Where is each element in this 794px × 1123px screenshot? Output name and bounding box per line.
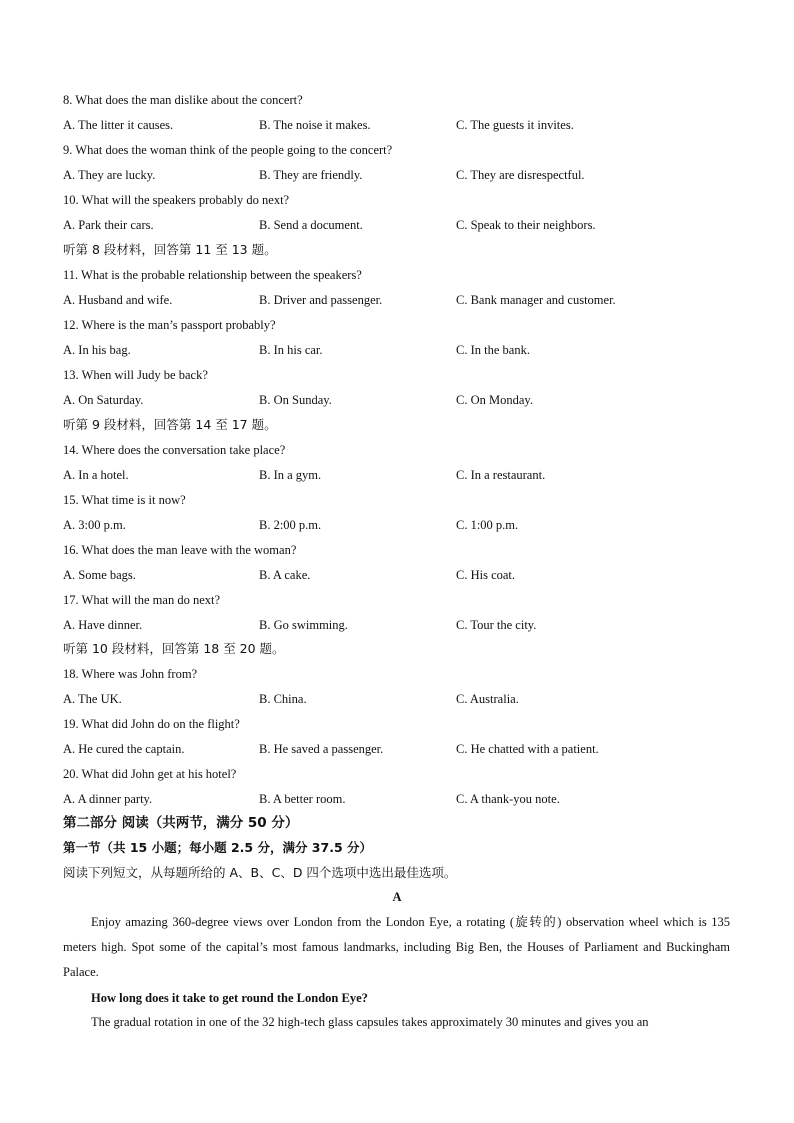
question-17: 17. What will the man do next?: [63, 593, 221, 607]
q16-option-b: B. A cake.: [259, 568, 311, 582]
q18-option-c: C. Australia.: [456, 692, 519, 706]
q11-option-b: B. Driver and passenger.: [259, 293, 383, 307]
section-8-instruction: 听第 8 段材料，回答第 11 至 13 题。: [63, 242, 277, 257]
q11-option-c: C. Bank manager and customer.: [456, 293, 616, 307]
q14-option-a: A. In a hotel.: [63, 468, 129, 482]
section-10-instruction: 听第 10 段材料，回答第 18 至 20 题。: [63, 641, 285, 656]
passage-subheading: How long does it take to get round the London Eye?: [91, 991, 368, 1005]
q12-option-a: A. In his bag.: [63, 343, 131, 357]
question-18: 18. Where was John from?: [63, 667, 198, 681]
q17-option-b: B. Go swimming.: [259, 618, 348, 632]
q13-option-b: B. On Sunday.: [259, 393, 332, 407]
question-16: 16. What does the man leave with the woman?: [63, 543, 297, 557]
passage-paragraph-2: The gradual rotation in one of the 32 high-tech glass capsules takes approximately 30 minutes and gives you an: [91, 1015, 649, 1029]
q17-option-a: A. Have dinner.: [63, 618, 143, 632]
q14-option-c: C. In a restaurant.: [456, 468, 546, 482]
q10-option-a: A. Park their cars.: [63, 218, 154, 232]
q20-option-c: C. A thank-you note.: [456, 792, 560, 806]
reading-part-title: 第二部分 阅读（共两节，满分 50 分）: [63, 815, 299, 831]
q20-option-b: B. A better room.: [259, 792, 346, 806]
question-19: 19. What did John do on the flight?: [63, 717, 240, 731]
question-12: 12. Where is the man’s passport probably?: [63, 318, 276, 332]
q13-option-c: C. On Monday.: [456, 393, 533, 407]
q9-option-c: C. They are disrespectful.: [456, 168, 585, 182]
passage-label: A: [392, 890, 402, 904]
q14-option-b: B. In a gym.: [259, 468, 322, 482]
passage-paragraph-1: Enjoy amazing 360-degree views over London from the London Eye, a rotating (旋转的) observation wheel which is 135 meters high. Spot some of the capital’s most famous landmarks, including Big Ben, the Houses of Parliament and Buckingham Palace.: [63, 915, 730, 979]
q10-option-b: B. Send a document.: [259, 218, 363, 232]
q13-option-a: A. On Saturday.: [63, 393, 144, 407]
q15-option-c: C. 1:00 p.m.: [456, 518, 519, 532]
reading-instruction: 阅读下列短文，从每题所给的 A、B、C、D 四个选项中选出最佳选项。: [63, 865, 457, 880]
q8-option-c: C. The guests it invites.: [456, 118, 574, 132]
q9-option-b: B. They are friendly.: [259, 168, 363, 182]
question-9: 9. What does the woman think of the people going to the concert?: [63, 143, 393, 157]
question-14: 14. Where does the conversation take place?: [63, 443, 286, 457]
reading-section-title: 第一节（共 15 小题；每小题 2.5 分，满分 37.5 分）: [63, 840, 372, 855]
q18-option-a: A. The UK.: [63, 692, 122, 706]
q11-option-a: A. Husband and wife.: [63, 293, 173, 307]
q9-option-a: A. They are lucky.: [63, 168, 156, 182]
q12-option-b: B. In his car.: [259, 343, 323, 357]
question-13: 13. When will Judy be back?: [63, 368, 208, 382]
q19-option-a: A. He cured the captain.: [63, 742, 185, 756]
q15-option-b: B. 2:00 p.m.: [259, 518, 322, 532]
q12-option-c: C. In the bank.: [456, 343, 530, 357]
q18-option-b: B. China.: [259, 692, 307, 706]
q19-option-b: B. He saved a passenger.: [259, 742, 384, 756]
section-9-instruction: 听第 9 段材料，回答第 14 至 17 题。: [63, 417, 277, 432]
q20-option-a: A. A dinner party.: [63, 792, 153, 806]
question-20: 20. What did John get at his hotel?: [63, 767, 237, 781]
question-10: 10. What will the speakers probably do next?: [63, 193, 290, 207]
q16-option-a: A. Some bags.: [63, 568, 136, 582]
q8-option-b: B. The noise it makes.: [259, 118, 371, 132]
q10-option-c: C. Speak to their neighbors.: [456, 218, 596, 232]
question-8: 8. What does the man dislike about the concert?: [63, 93, 303, 107]
question-11: 11. What is the probable relationship between the speakers?: [63, 268, 362, 282]
q19-option-c: C. He chatted with a patient.: [456, 742, 599, 756]
q17-option-c: C. Tour the city.: [456, 618, 537, 632]
q8-option-a: A. The litter it causes.: [63, 118, 174, 132]
q16-option-c: C. His coat.: [456, 568, 516, 582]
q15-option-a: A. 3:00 p.m.: [63, 518, 126, 532]
question-15: 15. What time is it now?: [63, 493, 186, 507]
